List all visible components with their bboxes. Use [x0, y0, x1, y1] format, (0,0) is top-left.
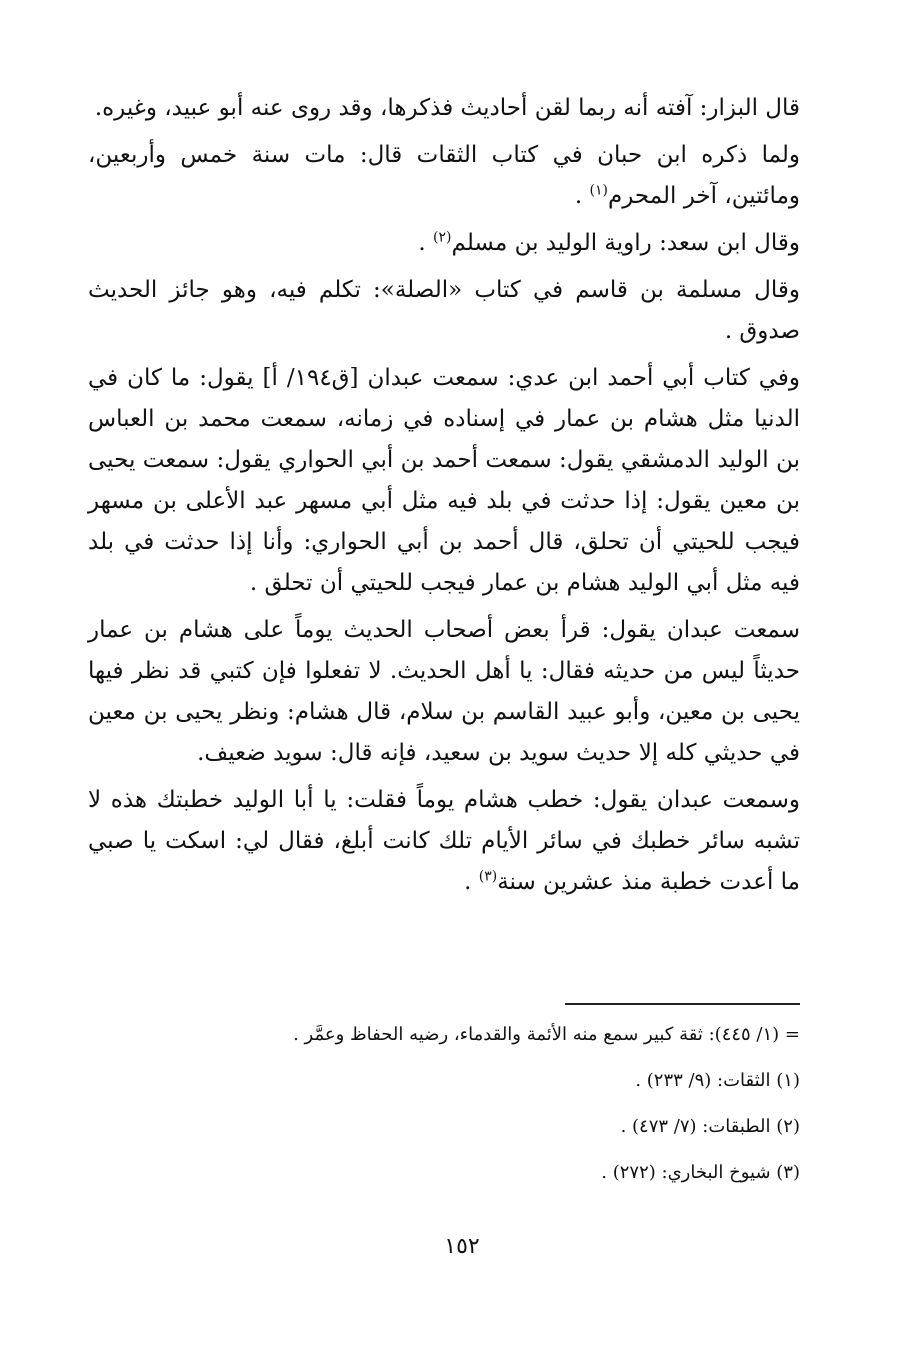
- footnote-3: (٣) شيوخ البخاري: (٢٧٢) .: [601, 1162, 800, 1183]
- paragraph-bazzar: قال البزار: آفته أنه ربما لقن أحاديث فذكرها، وقد روى عنه أبو عبيد، وغيره.: [94, 95, 800, 121]
- paragraph-end: .: [574, 183, 590, 209]
- paragraph-abdan-reading: سمعت عبدان يقول: قرأ بعض أصحاب الحديث يوماً على هشام بن عمار حديثاً ليس من حديثه فقال: يا أهل الحديث. لا تفعلوا فإن كتبي قد نظر فيها يحيى بن معين، وأبو عبيد القاسم بن سلام، قال هشام: ونظر يحيى بن معين في حديثي كله إلا حديث سويد بن سعيد، فإنه قال: سويد ضعيف.: [88, 617, 800, 766]
- paragraph-maslama: وقال مسلمة بن قاسم في كتاب «الصلة»: تكلم فيه، وهو جائز الحديث صدوق .: [88, 277, 800, 344]
- paragraph-end: .: [464, 869, 479, 895]
- main-text: [88, 88, 800, 909]
- paragraph-abdan-sermon: [88, 780, 800, 903]
- footnote-2: (٢) الطبقات: (٧/ ٤٧٣) .: [620, 1116, 800, 1137]
- paragraph-end: .: [418, 230, 434, 256]
- paragraph-ibn-adi: وفي كتاب أبي أحمد ابن عدي: سمعت عبدان [ق١٩٤/ أ] يقول: ما كان في الدنيا مثل هشام بن عمار في إسناده في زمانه، سمعت محمد بن العباس بن الوليد الدمشقي يقول: سمعت أحمد بن أبي الحواري يقول: سمعت يحيى بن معين يقول: إذا حدثت في بلد فيه مثل أبي مسهر عبد الأعلى بن مسهر فيجب للحيتي أن تحلق، قال أحمد بن أبي الحواري: وأنا إذا حدثت في بلد فيه مثل أبي الوليد هشام بن عمار فيجب للحيتي أن تحلق .: [88, 365, 800, 596]
- paragraph-text: وقال ابن سعد: راوية الوليد بن مسلم: [451, 230, 800, 256]
- page-number: ١٥٢: [444, 1234, 480, 1259]
- footnote-ref: (٢): [433, 229, 452, 246]
- footnote-continuation: = (١/ ٤٤٥): ثقة كبير سمع منه الأئمة والقدماء، رضيه الحفاظ وعمَّر .: [293, 1024, 800, 1045]
- paragraph-ibn-saad: [88, 223, 800, 264]
- paragraph-text: وسمعت عبدان يقول: خطب هشام يوماً فقلت: يا أبا الوليد خطبتك هذه لا تشبه سائر خطبك في سائر الأيام تلك كانت أبلغ، فقال لي: اسكت يا صبي ما أعدت خطبة منذ عشرين سنة: [88, 787, 800, 895]
- paragraph-ibn-hibban: [88, 135, 800, 217]
- footnote-separator: [565, 1003, 800, 1005]
- footnote-ref: (٣): [478, 868, 498, 885]
- footnotes: [140, 1012, 800, 1196]
- footnote-ref: (١): [589, 182, 608, 199]
- paragraph-text: ولما ذكره ابن حبان في كتاب الثقات قال: مات سنة خمس وأربعين، ومائتين، آخر المحرم: [88, 142, 800, 209]
- footnote-1: (١) الثقات: (٩/ ٢٣٣) .: [635, 1070, 800, 1091]
